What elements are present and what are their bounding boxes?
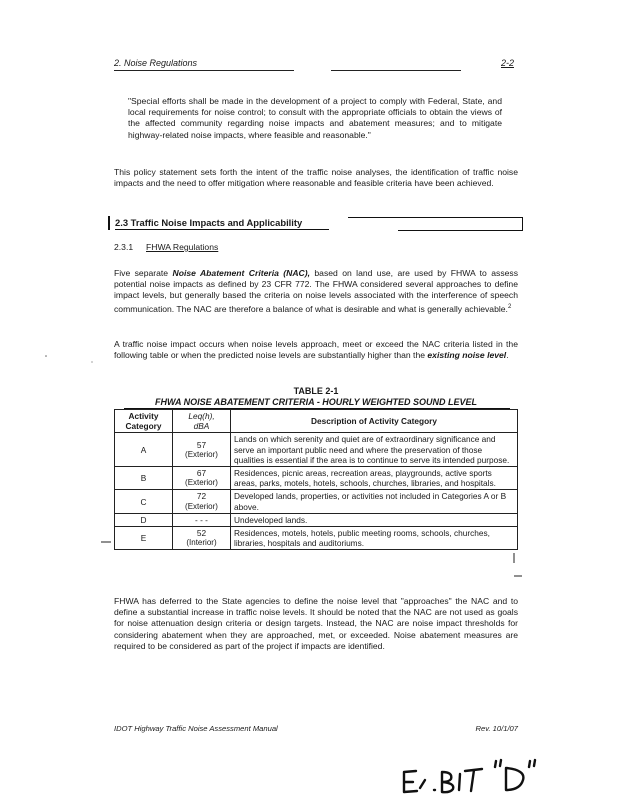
cell-description: Residences, picnic areas, recreation areas, playgrounds, active sports areas, parks, motels, hotels, schools, churches, libraries, and hospitals. (231, 467, 518, 490)
section-2-3-1-title: FHWA Regulations (146, 242, 219, 252)
nac-paragraph: Five separate Noise Abatement Criteria (NAC), based on land use, are used by FHWA to assess potential noise impacts as defined by 23 CFR 772. The FHWA considered several approaches to define impact levels, but generally based the criteria on noise levels associated with the interference of speech communication. The NAC are therefore a balance of what is desirable and what is generally achievable.$^2$ (114, 268, 518, 314)
footer-revision: Rev. 10/1/07 (475, 724, 518, 733)
cell-category: A (115, 433, 173, 467)
footer-manual-title: IDOT Highway Traffic Noise Assessment Manual (114, 724, 278, 733)
policy-paragraph: This policy statement sets forth the intent of the traffic noise analyses, the identification of traffic noise impacts and the need to offer mitigation where reasonable and feasible criteria have been achieved. (114, 167, 518, 189)
section-2-3-heading (108, 214, 524, 232)
table-caption (114, 386, 518, 408)
cell-description: Undeveloped lands. (231, 513, 518, 526)
cell-description: Residences, motels, hotels, public meeting rooms, schools, churches, libraries, hospitals and auditoriums. (231, 527, 518, 550)
table-row (115, 433, 518, 467)
cell-description: Developed lands, properties, or activities not included in Categories A or B above. (231, 490, 518, 513)
col-leq: Leq(h), dBA (173, 410, 231, 433)
header-rule-right (331, 70, 461, 71)
table-subtitle: FHWA NOISE ABATEMENT CRITERIA - HOURLY WEIGHTED SOUND LEVEL (154, 397, 477, 407)
change-bar (108, 216, 110, 230)
cell-category: C (115, 490, 173, 513)
heading-box-rule (398, 217, 523, 231)
header-rule-left (114, 70, 294, 71)
section-2-3-1-number: 2.3.1 (114, 242, 134, 252)
table-header-row (115, 410, 518, 433)
cell-description: Lands on which serenity and quiet are of extraordinary significance and serve an important public need and where the preservation of those qualities is essential if the area is to continue to serve its intended purpose. (231, 433, 518, 467)
col-description: Description of Activity Category (231, 410, 518, 433)
cell-level: 57 (Exterior) (173, 433, 231, 467)
cell-category: B (115, 467, 173, 490)
header-page-number: 2-2 (500, 58, 514, 68)
section-2-3-1-heading (114, 242, 218, 252)
cell-level: 72 (Exterior) (173, 490, 231, 513)
col-activity-category: Activity Category (115, 410, 173, 433)
policy-quote: "Special efforts shall be made in the development of a project to comply with Federal, State, and local requirements for noise control; to consult with the appropriate officials to obtain the views of the affected community regarding noise impacts and abatement measures; and to mitigate highway-related noise impacts, where feasible and reasonable." (128, 96, 502, 140)
defer-paragraph: FHWA has deferred to the State agencies to define the noise level that "approaches" the NAC and to define a substantial increase in traffic noise levels. It should be noted that the NAC are not used as goals for noise attenuation design criteria or design targets. Instead, the NAC are noise impact thresholds for considering abatement when they are approached, met, or exceeded. Noise abatement measures are required to be considered as part of the project if impacts are identified. (114, 596, 518, 651)
heading-underline (115, 229, 329, 230)
heading-rule (348, 217, 398, 218)
exhibit-stamp-handwriting (398, 758, 548, 798)
table-row (115, 490, 518, 513)
cell-category: E (115, 527, 173, 550)
running-header (114, 58, 514, 72)
cell-category: D (115, 513, 173, 526)
nac-table (114, 409, 518, 550)
header-section-title: 2. Noise Regulations (114, 58, 198, 68)
table-row (115, 467, 518, 490)
table-row (115, 527, 518, 550)
exhibit-stamp (398, 758, 548, 798)
table-row (115, 513, 518, 526)
cell-level: 67 (Exterior) (173, 467, 231, 490)
impact-paragraph: A traffic noise impact occurs when noise levels approach, meet or exceed the NAC criteria listed in the following table or when the predicted noise levels are substantially higher than the existing noise level. (114, 339, 518, 361)
cell-level: 52 (Interior) (173, 527, 231, 550)
section-2-3-title: 2.3 Traffic Noise Impacts and Applicability (115, 217, 303, 228)
cell-level: - - - (173, 513, 231, 526)
table-number: TABLE 2-1 (293, 386, 339, 396)
